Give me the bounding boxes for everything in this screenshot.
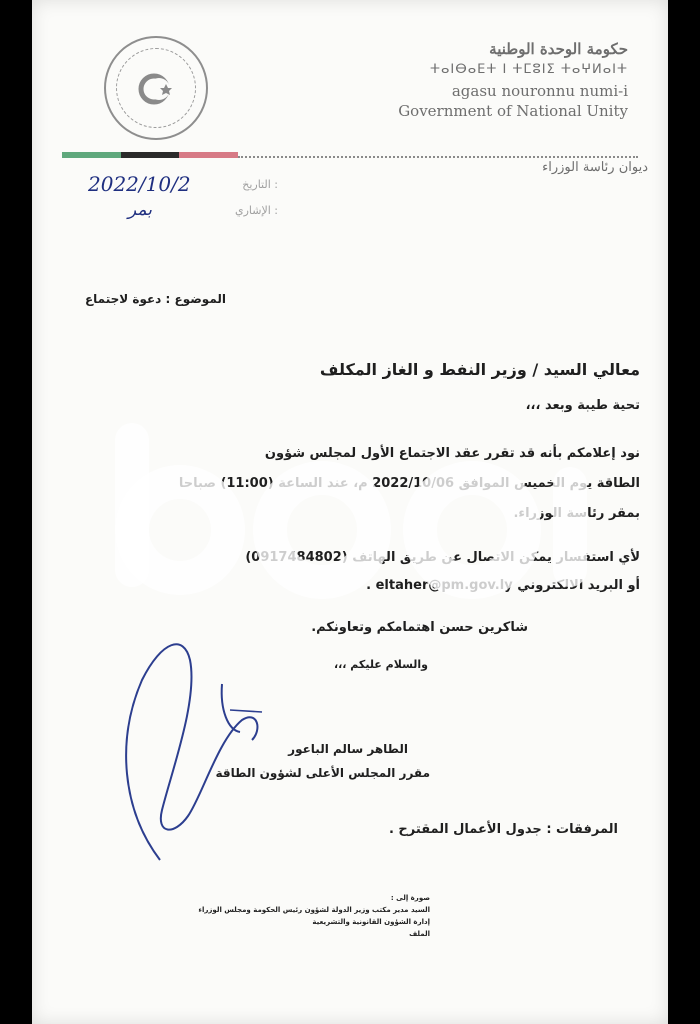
closing-line: والسلام عليكم ،،، bbox=[333, 658, 428, 671]
paragraph-1-line-2: الطاقة يوم الخميس الموافق 2022/10/06 م، عند الساعة (11:00) صباحا bbox=[178, 476, 640, 491]
thanks-line: شاكرين حسن اهتمامكم وتعاونكم. bbox=[311, 620, 528, 635]
paragraph-1-line-3: بمقر رئاسة الوزراء. bbox=[513, 506, 640, 521]
header-office: ديوان رئاسة الوزراء bbox=[542, 160, 648, 175]
addressee: معالي السيد / وزير النفط و الغاز المكلف bbox=[319, 360, 640, 379]
paragraph-2-line-1: لأي استفسار يمكن الاتصال عن طريق الهاتف (0917484802) bbox=[245, 550, 640, 565]
paragraph-1-line-1: نود إعلامكم بأنه قد تقرر عقد الاجتماع الأول لمجلس شؤون bbox=[264, 446, 640, 461]
cc-line-3: الملف bbox=[409, 930, 430, 938]
header-english-gov: Government of National Unity bbox=[398, 102, 628, 120]
signatory-name: الطاهر سالم الباعور bbox=[288, 742, 408, 756]
letter-paper bbox=[32, 0, 668, 1024]
subject-line: الموضوع : دعوة لاجتماع bbox=[84, 292, 226, 306]
flag-stripe bbox=[62, 152, 238, 158]
reference-value: بمر bbox=[128, 200, 152, 220]
header-rule bbox=[238, 156, 638, 158]
cc-heading: صورة إلى : bbox=[390, 894, 430, 902]
reference-label: الإشاري : bbox=[234, 204, 278, 217]
paragraph-2-line-2: أو البريد الالكتروني eltaher@pm.gov.ly . bbox=[366, 578, 640, 593]
date-value: 2022/10/2 bbox=[88, 172, 191, 196]
signatory-title: مقرر المجلس الأعلى لشؤون الطاقة bbox=[215, 766, 430, 780]
greeting: تحية طيبة وبعد ،،، bbox=[525, 398, 640, 413]
cc-line-1: السيد مدير مكتب وزير الدولة لشؤون رئيس الحكومة ومجلس الوزراء bbox=[198, 906, 430, 914]
watermark-logo-icon bbox=[92, 420, 612, 600]
handwritten-signature-icon bbox=[102, 620, 272, 870]
cc-line-2: إدارة الشؤون القانونية والتشريعية bbox=[312, 918, 430, 926]
header-arabic-gov: حكومة الوحدة الوطنية bbox=[489, 40, 628, 58]
attachments-line: المرفقات : جدول الأعمال المقترح . bbox=[388, 822, 618, 837]
header-tifinagh: ⵜⴰⵏⴱⴰⴹⵜ ⵏ ⵜⵎⵓⵏⵉ ⵜⴰⵖⵍⴰⵏⵜ bbox=[429, 62, 628, 77]
state-seal-icon bbox=[104, 36, 208, 140]
header-berber-latin: agasu nouronnu numi-i bbox=[451, 82, 628, 100]
date-label: التاريخ : bbox=[242, 178, 278, 191]
